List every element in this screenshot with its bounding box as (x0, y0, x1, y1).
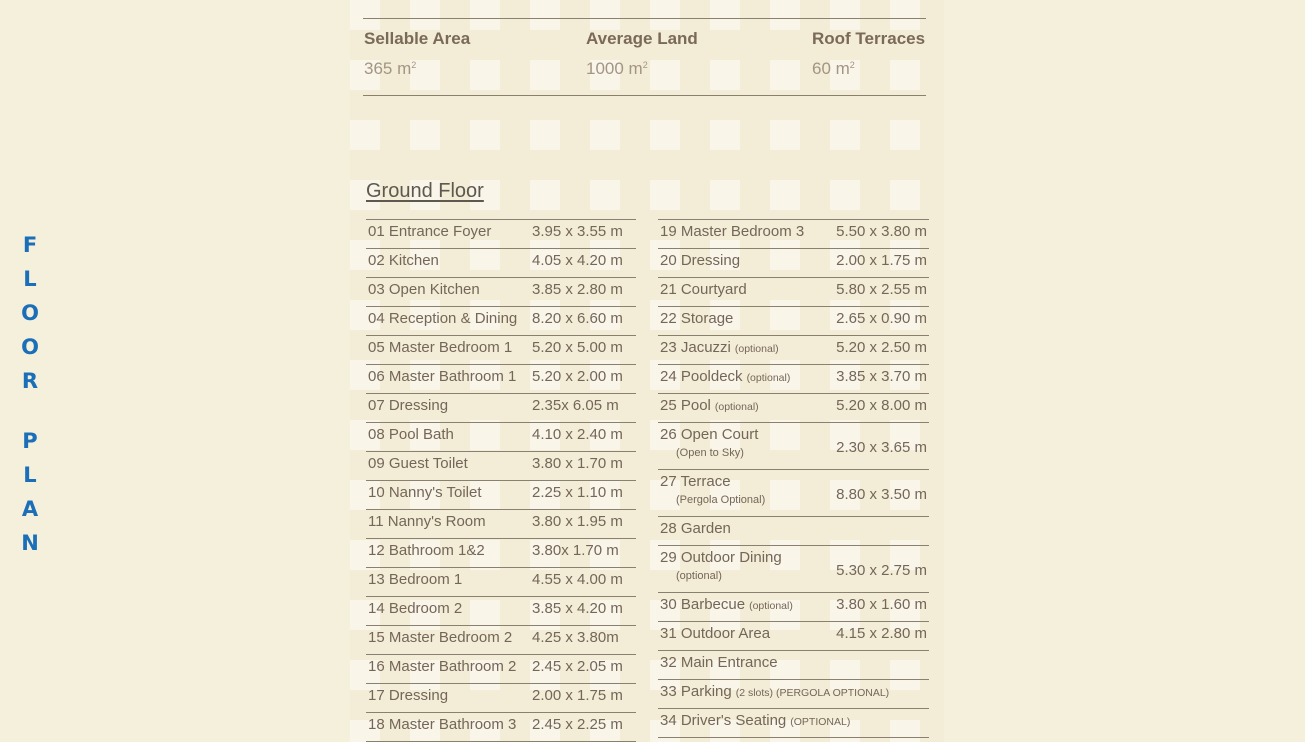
room-note: (optional) (734, 343, 779, 355)
room-row (366, 510, 636, 539)
side-title-letter: L (23, 267, 37, 291)
room-dimensions: 4.25 x 3.80m (532, 629, 619, 646)
room-name: 01 Entrance Foyer (368, 223, 492, 240)
room-dimensions: 3.80 x 1.95 m (532, 513, 623, 530)
room-dimensions: 2.35x 6.05 m (532, 397, 619, 414)
room-row (658, 336, 929, 365)
room-note: (optional) (749, 600, 793, 612)
room-row (658, 470, 929, 517)
room-row (658, 622, 929, 651)
room-dimensions: 2.00 x 1.75 m (532, 687, 623, 704)
room-name: 22 Storage (660, 310, 734, 327)
room-name: 24 Pooldeck (optional) (660, 368, 791, 385)
room-subnote: (Pergola Optional) (676, 494, 766, 506)
room-dimensions: 5.20 x 5.00 m (532, 339, 623, 356)
room-dimensions: 3.80 x 1.70 m (532, 455, 623, 472)
room-dimensions: 3.95 x 3.55 m (532, 223, 623, 240)
room-name: 18 Master Bathroom 3 (368, 716, 517, 733)
room-name: 33 Parking (2 slots) (PERGOLA OPTIONAL) (660, 683, 890, 700)
room-name: 16 Master Bathroom 2 (368, 658, 517, 675)
summary-label: Average Land (586, 29, 698, 48)
room-name: 23 Jacuzzi (optional) (660, 339, 779, 356)
room-dimensions: 5.30 x 2.75 m (836, 562, 927, 579)
room-row (658, 307, 929, 336)
room-row (366, 539, 636, 568)
side-title-letter: O (21, 301, 39, 325)
room-dimensions: 4.10 x 2.40 m (532, 426, 623, 443)
room-dimensions: 4.15 x 2.80 m (836, 625, 927, 642)
section-title: Ground Floor (366, 180, 484, 202)
room-table-left (366, 219, 636, 742)
room-subnote: (Open to Sky) (676, 447, 744, 459)
side-title-letter: O (21, 335, 39, 359)
room-dimensions: 3.80x 1.70 m (532, 542, 619, 559)
room-dimensions: 5.80 x 2.55 m (836, 281, 927, 298)
room-note: (OPTIONAL) (790, 716, 851, 728)
room-name: 15 Master Bedroom 2 (368, 629, 513, 646)
room-dimensions: 5.20 x 2.50 m (836, 339, 927, 356)
room-row (366, 626, 636, 655)
summary-average-land (586, 29, 698, 79)
room-subnote: (optional) (676, 570, 722, 582)
room-name: 21 Courtyard (660, 281, 747, 298)
room-row (366, 278, 636, 307)
side-title-letter: L (23, 463, 37, 487)
room-row (658, 517, 929, 546)
room-dimensions: 3.85 x 4.20 m (532, 600, 623, 617)
summary-label: Roof Terraces (812, 29, 926, 48)
summary-roof-terraces (812, 29, 925, 79)
room-name: 03 Open Kitchen (368, 281, 480, 298)
room-note: (2 slots) (PERGOLA OPTIONAL) (735, 687, 890, 699)
floor-plan-vertical-title (18, 228, 42, 560)
room-dimensions: 5.50 x 3.80 m (836, 223, 927, 240)
room-name: 06 Master Bathroom 1 (368, 368, 517, 385)
summary-label: Sellable Area (364, 29, 471, 48)
room-dimensions: 8.20 x 6.60 m (532, 310, 623, 327)
room-name: 10 Nanny's Toilet (368, 484, 482, 501)
side-title-letter: N (21, 531, 39, 555)
room-dimensions: 2.65 x 0.90 m (836, 310, 927, 327)
room-row (658, 249, 929, 278)
room-row (366, 597, 636, 626)
room-name: 04 Reception & Dining (368, 310, 518, 327)
room-row (658, 651, 929, 680)
room-row (366, 452, 636, 481)
summary-value: 60 $m^2$ (812, 59, 855, 78)
room-name: 05 Master Bedroom 1 (368, 339, 513, 356)
room-dimensions: 4.05 x 4.20 m (532, 252, 623, 269)
room-name: 31 Outdoor Area (660, 625, 771, 642)
room-row (658, 394, 929, 423)
room-dimensions: 3.85 x 2.80 m (532, 281, 623, 298)
room-row (658, 278, 929, 307)
room-row (366, 336, 636, 365)
room-table-right (658, 219, 929, 738)
room-row (366, 655, 636, 684)
room-name: 11 Nanny's Room (368, 513, 486, 530)
room-row (366, 307, 636, 336)
room-name: 32 Main Entrance (660, 654, 778, 671)
room-row (366, 568, 636, 597)
room-row (658, 593, 929, 622)
side-title-letter: F (22, 233, 38, 257)
side-title-letter: R (21, 369, 39, 393)
room-row (366, 713, 636, 742)
room-row (366, 249, 636, 278)
room-row (658, 365, 929, 394)
room-dimensions: 2.00 x 1.75 m (836, 252, 927, 269)
room-name: 19 Master Bedroom 3 (660, 223, 805, 240)
room-row (366, 394, 636, 423)
room-row (366, 423, 636, 452)
side-title-letter: A (21, 497, 39, 521)
room-name: 20 Dressing (660, 252, 741, 269)
room-dimensions: 8.80 x 3.50 m (836, 486, 927, 503)
room-name: 25 Pool (optional) (660, 397, 759, 414)
room-dimensions: 2.45 x 2.25 m (532, 716, 623, 733)
summary-sellable-area (364, 29, 470, 79)
room-row (366, 481, 636, 510)
room-name: 09 Guest Toilet (368, 455, 468, 472)
room-row (658, 546, 929, 593)
room-name: 13 Bedroom 1 (368, 571, 463, 588)
room-name: 02 Kitchen (368, 252, 439, 269)
room-name: 17 Dressing (368, 687, 449, 704)
room-dimensions: 2.45 x 2.05 m (532, 658, 623, 675)
room-dimensions: 5.20 x 8.00 m (836, 397, 927, 414)
room-note: (optional) (714, 401, 759, 413)
room-row (658, 220, 929, 249)
room-name: 07 Dressing (368, 397, 449, 414)
room-dimensions: 3.80 x 1.60 m (836, 596, 927, 613)
area-summary (363, 18, 926, 96)
room-dimensions: 4.55 x 4.00 m (532, 571, 623, 588)
room-dimensions: 2.25 x 1.10 m (532, 484, 623, 501)
room-dimensions: 5.20 x 2.00 m (532, 368, 623, 385)
room-dimensions: 3.85 x 3.70 m (836, 368, 927, 385)
room-dimensions: 2.30 x 3.65 m (836, 439, 927, 456)
room-name: 08 Pool Bath (368, 426, 454, 443)
room-name: 26 Open Court (660, 426, 759, 443)
summary-value: 1000 $m^2$ (586, 59, 648, 78)
room-name: 12 Bathroom 1&2 (368, 542, 485, 559)
room-row (366, 365, 636, 394)
room-note: (optional) (746, 372, 791, 384)
room-row (366, 684, 636, 713)
room-name: 28 Garden (660, 520, 731, 537)
room-name: 14 Bedroom 2 (368, 600, 463, 617)
summary-value: 365 $m^2$ (364, 59, 417, 78)
room-row (366, 220, 636, 249)
room-name: 30 Barbecue (optional) (660, 596, 793, 613)
room-name: 27 Terrace (660, 473, 731, 490)
room-name: 34 Driver's Seating (OPTIONAL) (660, 712, 851, 729)
room-name: 29 Outdoor Dining (660, 549, 782, 566)
room-row (658, 709, 929, 738)
room-row (658, 680, 929, 709)
room-row (658, 423, 929, 470)
side-title-letter: P (22, 429, 38, 453)
